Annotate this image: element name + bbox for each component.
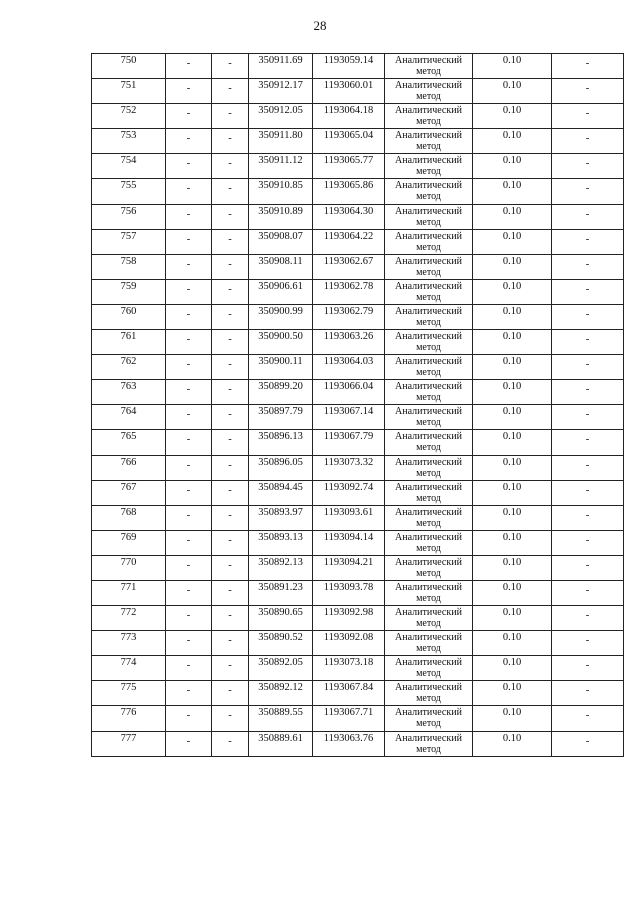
dash-cell-b: - (212, 79, 249, 104)
method-cell: Аналитический метод (385, 104, 473, 129)
method-cell: Аналитический метод (385, 681, 473, 706)
dash-cell-a: - (166, 430, 212, 455)
point-number-cell: 766 (92, 455, 166, 480)
point-number-cell: 768 (92, 505, 166, 530)
method-cell: Аналитический метод (385, 656, 473, 681)
dash-cell-a: - (166, 204, 212, 229)
x-coordinate-cell: 350911.80 (249, 129, 313, 154)
table-row (92, 229, 624, 254)
table-row (92, 731, 624, 756)
method-cell: Аналитический метод (385, 54, 473, 79)
y-coordinate-cell: 1193094.21 (313, 555, 385, 580)
dash-cell-a: - (166, 505, 212, 530)
dash-cell-b: - (212, 204, 249, 229)
point-number-cell: 765 (92, 430, 166, 455)
method-cell: Аналитический метод (385, 580, 473, 605)
x-coordinate-cell: 350897.79 (249, 405, 313, 430)
y-coordinate-cell: 1193067.14 (313, 405, 385, 430)
table-body (92, 54, 624, 757)
method-cell: Аналитический метод (385, 530, 473, 555)
dash-cell-a: - (166, 480, 212, 505)
dash-cell-b: - (212, 455, 249, 480)
table-row (92, 204, 624, 229)
point-number-cell: 754 (92, 154, 166, 179)
method-cell: Аналитический метод (385, 204, 473, 229)
x-coordinate-cell: 350893.13 (249, 530, 313, 555)
x-coordinate-cell: 350890.65 (249, 606, 313, 631)
accuracy-cell: 0.10 (473, 355, 552, 380)
dash-cell-b: - (212, 480, 249, 505)
accuracy-cell: 0.10 (473, 455, 552, 480)
table-row (92, 279, 624, 304)
point-number-cell: 758 (92, 254, 166, 279)
x-coordinate-cell: 350893.97 (249, 505, 313, 530)
dash-cell-a: - (166, 129, 212, 154)
dash-cell-a: - (166, 154, 212, 179)
dash-cell-b: - (212, 580, 249, 605)
dash-cell-b: - (212, 555, 249, 580)
accuracy-cell: 0.10 (473, 480, 552, 505)
table-row (92, 380, 624, 405)
method-cell: Аналитический метод (385, 254, 473, 279)
table-row (92, 681, 624, 706)
accuracy-cell: 0.10 (473, 154, 552, 179)
dash-cell-c: - (552, 330, 624, 355)
dash-cell-c: - (552, 279, 624, 304)
dash-cell-a: - (166, 606, 212, 631)
table-row (92, 631, 624, 656)
method-cell: Аналитический метод (385, 380, 473, 405)
table-row (92, 656, 624, 681)
method-cell: Аналитический метод (385, 154, 473, 179)
y-coordinate-cell: 1193062.79 (313, 304, 385, 329)
dash-cell-c: - (552, 530, 624, 555)
table-row (92, 254, 624, 279)
dash-cell-a: - (166, 179, 212, 204)
table-row (92, 179, 624, 204)
y-coordinate-cell: 1193067.71 (313, 706, 385, 731)
method-cell: Аналитический метод (385, 606, 473, 631)
y-coordinate-cell: 1193092.74 (313, 480, 385, 505)
dash-cell-a: - (166, 104, 212, 129)
method-cell: Аналитический метод (385, 79, 473, 104)
y-coordinate-cell: 1193064.22 (313, 229, 385, 254)
table-row (92, 129, 624, 154)
dash-cell-c: - (552, 430, 624, 455)
dash-cell-a: - (166, 304, 212, 329)
dash-cell-c: - (552, 405, 624, 430)
y-coordinate-cell: 1193064.30 (313, 204, 385, 229)
dash-cell-b: - (212, 54, 249, 79)
point-number-cell: 757 (92, 229, 166, 254)
dash-cell-a: - (166, 555, 212, 580)
page-number: 28 (313, 18, 327, 33)
dash-cell-b: - (212, 129, 249, 154)
x-coordinate-cell: 350911.69 (249, 54, 313, 79)
method-cell: Аналитический метод (385, 330, 473, 355)
accuracy-cell: 0.10 (473, 54, 552, 79)
dash-cell-c: - (552, 631, 624, 656)
dash-cell-c: - (552, 79, 624, 104)
table-row (92, 580, 624, 605)
x-coordinate-cell: 350892.05 (249, 656, 313, 681)
dash-cell-a: - (166, 706, 212, 731)
dash-cell-c: - (552, 656, 624, 681)
x-coordinate-cell: 350896.05 (249, 455, 313, 480)
dash-cell-c: - (552, 254, 624, 279)
dash-cell-a: - (166, 580, 212, 605)
table-row (92, 304, 624, 329)
dash-cell-a: - (166, 54, 212, 79)
x-coordinate-cell: 350889.61 (249, 731, 313, 756)
dash-cell-c: - (552, 580, 624, 605)
x-coordinate-cell: 350892.13 (249, 555, 313, 580)
point-number-cell: 774 (92, 656, 166, 681)
dash-cell-b: - (212, 380, 249, 405)
method-cell: Аналитический метод (385, 355, 473, 380)
dash-cell-c: - (552, 304, 624, 329)
point-number-cell: 759 (92, 279, 166, 304)
point-number-cell: 752 (92, 104, 166, 129)
point-number-cell: 756 (92, 204, 166, 229)
table-row (92, 555, 624, 580)
point-number-cell: 767 (92, 480, 166, 505)
y-coordinate-cell: 1193062.78 (313, 279, 385, 304)
dash-cell-b: - (212, 681, 249, 706)
dash-cell-a: - (166, 254, 212, 279)
accuracy-cell: 0.10 (473, 304, 552, 329)
point-number-cell: 760 (92, 304, 166, 329)
point-number-cell: 776 (92, 706, 166, 731)
method-cell: Аналитический метод (385, 304, 473, 329)
x-coordinate-cell: 350908.07 (249, 229, 313, 254)
accuracy-cell: 0.10 (473, 380, 552, 405)
dash-cell-b: - (212, 330, 249, 355)
y-coordinate-cell: 1193067.84 (313, 681, 385, 706)
dash-cell-c: - (552, 154, 624, 179)
x-coordinate-cell: 350891.23 (249, 580, 313, 605)
point-number-cell: 773 (92, 631, 166, 656)
accuracy-cell: 0.10 (473, 104, 552, 129)
point-number-cell: 777 (92, 731, 166, 756)
method-cell: Аналитический метод (385, 279, 473, 304)
y-coordinate-cell: 1193073.32 (313, 455, 385, 480)
dash-cell-b: - (212, 606, 249, 631)
method-cell: Аналитический метод (385, 405, 473, 430)
accuracy-cell: 0.10 (473, 631, 552, 656)
y-coordinate-cell: 1193062.67 (313, 254, 385, 279)
accuracy-cell: 0.10 (473, 530, 552, 555)
x-coordinate-cell: 350890.52 (249, 631, 313, 656)
dash-cell-c: - (552, 480, 624, 505)
point-number-cell: 775 (92, 681, 166, 706)
x-coordinate-cell: 350900.50 (249, 330, 313, 355)
table-row (92, 530, 624, 555)
dash-cell-c: - (552, 681, 624, 706)
dash-cell-a: - (166, 229, 212, 254)
accuracy-cell: 0.10 (473, 606, 552, 631)
table-row (92, 505, 624, 530)
point-number-cell: 769 (92, 530, 166, 555)
dash-cell-b: - (212, 430, 249, 455)
point-number-cell: 764 (92, 405, 166, 430)
dash-cell-c: - (552, 706, 624, 731)
point-number-cell: 753 (92, 129, 166, 154)
y-coordinate-cell: 1193066.04 (313, 380, 385, 405)
dash-cell-a: - (166, 355, 212, 380)
point-number-cell: 770 (92, 555, 166, 580)
method-cell: Аналитический метод (385, 455, 473, 480)
y-coordinate-cell: 1193059.14 (313, 54, 385, 79)
accuracy-cell: 0.10 (473, 179, 552, 204)
coordinates-table (91, 53, 624, 757)
dash-cell-b: - (212, 656, 249, 681)
y-coordinate-cell: 1193067.79 (313, 430, 385, 455)
method-cell: Аналитический метод (385, 430, 473, 455)
point-number-cell: 755 (92, 179, 166, 204)
dash-cell-c: - (552, 380, 624, 405)
accuracy-cell: 0.10 (473, 555, 552, 580)
x-coordinate-cell: 350912.05 (249, 104, 313, 129)
dash-cell-c: - (552, 606, 624, 631)
x-coordinate-cell: 350899.20 (249, 380, 313, 405)
point-number-cell: 751 (92, 79, 166, 104)
dash-cell-c: - (552, 229, 624, 254)
accuracy-cell: 0.10 (473, 430, 552, 455)
x-coordinate-cell: 350908.11 (249, 254, 313, 279)
dash-cell-b: - (212, 279, 249, 304)
dash-cell-a: - (166, 279, 212, 304)
x-coordinate-cell: 350896.13 (249, 430, 313, 455)
dash-cell-a: - (166, 681, 212, 706)
table-row (92, 330, 624, 355)
accuracy-cell: 0.10 (473, 405, 552, 430)
dash-cell-b: - (212, 530, 249, 555)
dash-cell-b: - (212, 304, 249, 329)
point-number-cell: 761 (92, 330, 166, 355)
accuracy-cell: 0.10 (473, 279, 552, 304)
table-row (92, 355, 624, 380)
dash-cell-c: - (552, 455, 624, 480)
point-number-cell: 771 (92, 580, 166, 605)
table-row (92, 706, 624, 731)
table-row (92, 54, 624, 79)
accuracy-cell: 0.10 (473, 706, 552, 731)
dash-cell-b: - (212, 104, 249, 129)
y-coordinate-cell: 1193064.03 (313, 355, 385, 380)
dash-cell-c: - (552, 505, 624, 530)
dash-cell-c: - (552, 555, 624, 580)
x-coordinate-cell: 350911.12 (249, 154, 313, 179)
table-row (92, 480, 624, 505)
x-coordinate-cell: 350910.85 (249, 179, 313, 204)
point-number-cell: 772 (92, 606, 166, 631)
x-coordinate-cell: 350894.45 (249, 480, 313, 505)
dash-cell-c: - (552, 54, 624, 79)
dash-cell-a: - (166, 530, 212, 555)
dash-cell-b: - (212, 254, 249, 279)
dash-cell-c: - (552, 731, 624, 756)
dash-cell-b: - (212, 505, 249, 530)
y-coordinate-cell: 1193065.04 (313, 129, 385, 154)
accuracy-cell: 0.10 (473, 204, 552, 229)
dash-cell-c: - (552, 104, 624, 129)
y-coordinate-cell: 1193060.01 (313, 79, 385, 104)
accuracy-cell: 0.10 (473, 731, 552, 756)
method-cell: Аналитический метод (385, 229, 473, 254)
x-coordinate-cell: 350910.89 (249, 204, 313, 229)
dash-cell-a: - (166, 380, 212, 405)
table-row (92, 405, 624, 430)
accuracy-cell: 0.10 (473, 229, 552, 254)
point-number-cell: 750 (92, 54, 166, 79)
dash-cell-b: - (212, 731, 249, 756)
dash-cell-b: - (212, 229, 249, 254)
method-cell: Аналитический метод (385, 555, 473, 580)
y-coordinate-cell: 1193063.26 (313, 330, 385, 355)
dash-cell-a: - (166, 631, 212, 656)
x-coordinate-cell: 350900.11 (249, 355, 313, 380)
table-row (92, 154, 624, 179)
dash-cell-a: - (166, 656, 212, 681)
dash-cell-c: - (552, 129, 624, 154)
dash-cell-b: - (212, 631, 249, 656)
point-number-cell: 762 (92, 355, 166, 380)
accuracy-cell: 0.10 (473, 580, 552, 605)
dash-cell-c: - (552, 179, 624, 204)
dash-cell-a: - (166, 731, 212, 756)
table-row (92, 606, 624, 631)
x-coordinate-cell: 350912.17 (249, 79, 313, 104)
method-cell: Аналитический метод (385, 480, 473, 505)
point-number-cell: 763 (92, 380, 166, 405)
accuracy-cell: 0.10 (473, 681, 552, 706)
x-coordinate-cell: 350906.61 (249, 279, 313, 304)
dash-cell-a: - (166, 330, 212, 355)
dash-cell-a: - (166, 455, 212, 480)
x-coordinate-cell: 350900.99 (249, 304, 313, 329)
accuracy-cell: 0.10 (473, 656, 552, 681)
dash-cell-c: - (552, 355, 624, 380)
accuracy-cell: 0.10 (473, 129, 552, 154)
y-coordinate-cell: 1193092.98 (313, 606, 385, 631)
table-row (92, 104, 624, 129)
accuracy-cell: 0.10 (473, 505, 552, 530)
dash-cell-a: - (166, 79, 212, 104)
table-row (92, 430, 624, 455)
table-row (92, 455, 624, 480)
accuracy-cell: 0.10 (473, 254, 552, 279)
y-coordinate-cell: 1193092.08 (313, 631, 385, 656)
y-coordinate-cell: 1193094.14 (313, 530, 385, 555)
dash-cell-a: - (166, 405, 212, 430)
dash-cell-b: - (212, 154, 249, 179)
method-cell: Аналитический метод (385, 505, 473, 530)
x-coordinate-cell: 350889.55 (249, 706, 313, 731)
method-cell: Аналитический метод (385, 706, 473, 731)
y-coordinate-cell: 1193065.77 (313, 154, 385, 179)
dash-cell-b: - (212, 706, 249, 731)
y-coordinate-cell: 1193093.61 (313, 505, 385, 530)
method-cell: Аналитический метод (385, 179, 473, 204)
y-coordinate-cell: 1193065.86 (313, 179, 385, 204)
y-coordinate-cell: 1193073.18 (313, 656, 385, 681)
x-coordinate-cell: 350892.12 (249, 681, 313, 706)
method-cell: Аналитический метод (385, 631, 473, 656)
y-coordinate-cell: 1193093.78 (313, 580, 385, 605)
accuracy-cell: 0.10 (473, 79, 552, 104)
y-coordinate-cell: 1193063.76 (313, 731, 385, 756)
dash-cell-c: - (552, 204, 624, 229)
method-cell: Аналитический метод (385, 731, 473, 756)
dash-cell-b: - (212, 405, 249, 430)
accuracy-cell: 0.10 (473, 330, 552, 355)
method-cell: Аналитический метод (385, 129, 473, 154)
table-row (92, 79, 624, 104)
dash-cell-b: - (212, 179, 249, 204)
dash-cell-b: - (212, 355, 249, 380)
y-coordinate-cell: 1193064.18 (313, 104, 385, 129)
